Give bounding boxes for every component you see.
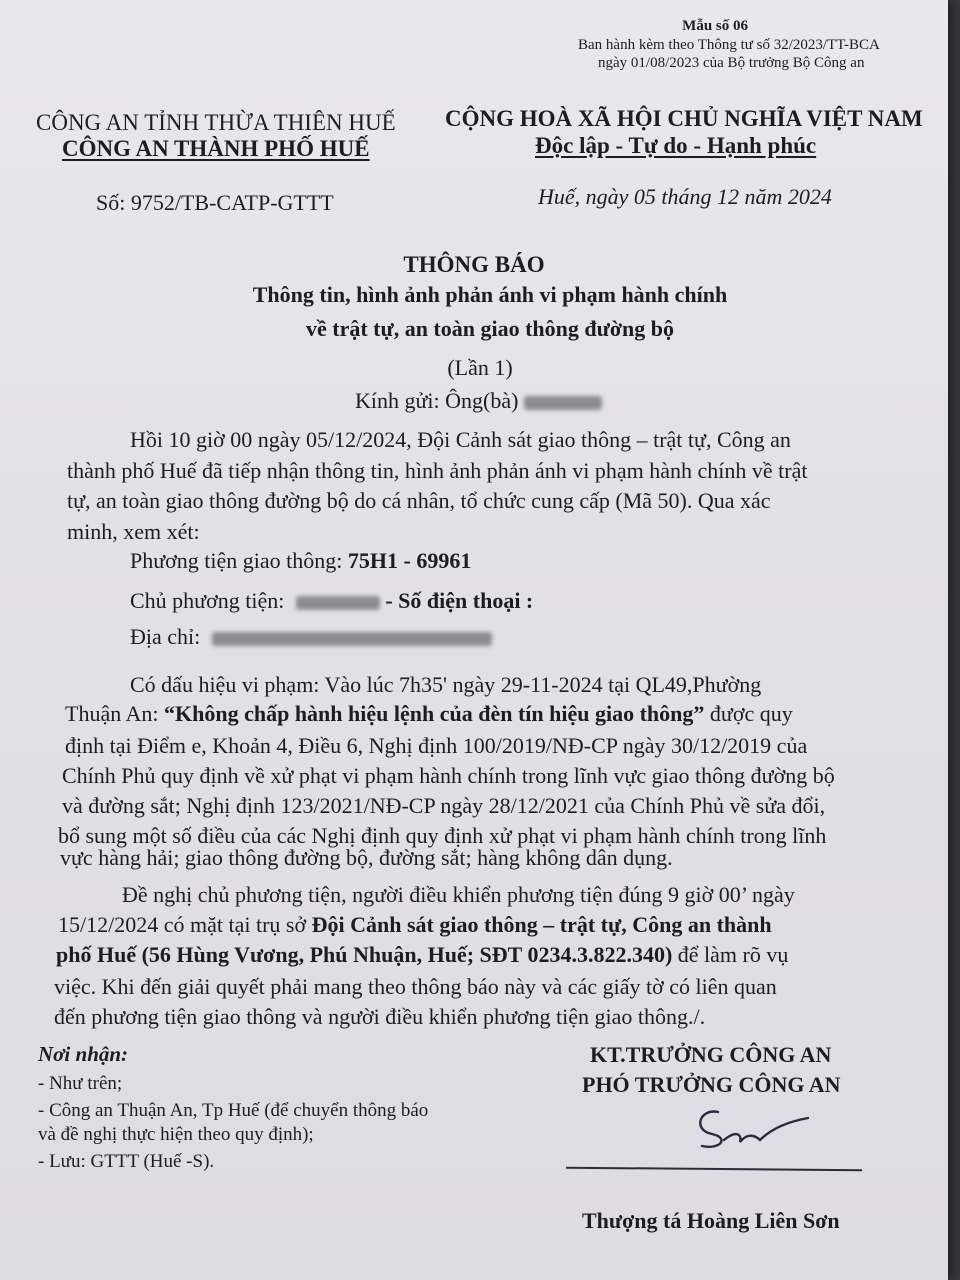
paragraph-3-line-5: đến phương tiện giao thông và người điều khiển phương tiện giao thông./. xyxy=(54,1004,706,1029)
form-number: Mẫu số 06 xyxy=(682,18,748,34)
violation-tail: được quy xyxy=(704,701,793,726)
document-number: Số: 9752/TB-CATP-GTTT xyxy=(96,190,334,215)
recipient-label: Kính gửi: Ông(bà) xyxy=(355,388,519,413)
paragraph-2-line-2 xyxy=(65,701,793,727)
address-line xyxy=(130,624,492,650)
redacted-address xyxy=(212,632,492,646)
redacted-owner xyxy=(296,596,380,610)
paragraph-2-line-5: và đường sắt; Nghị định 123/2021/NĐ-CP ngày 28/12/2021 của Chính Phủ về sửa đổi, xyxy=(62,793,826,818)
vehicle-label: Phương tiện giao thông: xyxy=(130,548,348,573)
redacted-recipient xyxy=(524,396,602,410)
paragraph-2-line-6: bổ sung một số điều của các Nghị định quy định xử phạt vi phạm hành chính trong lĩnh xyxy=(58,823,827,848)
signer-name: Thượng tá Hoàng Liên Sơn xyxy=(582,1208,840,1233)
office-name: Đội Cảnh sát giao thông – trật tự, Công an thành xyxy=(311,912,772,937)
paragraph-3-line-2 xyxy=(58,912,772,938)
issued-by-line2: ngày 01/08/2023 của Bộ trưởng Bộ Công an xyxy=(598,55,865,71)
recipient-item-1: - Như trên; xyxy=(38,1073,123,1094)
paragraph-1-line-4: minh, xem xét: xyxy=(67,519,200,544)
office-address: phố Huế (56 Hùng Vương, Phú Nhuận, Huế; SĐT 0234.3.822.340) xyxy=(56,942,673,967)
paragraph-2-line-1: Có dấu hiệu vi phạm: Vào lúc 7h35' ngày 29-11-2024 tại QL49,Phường xyxy=(130,672,762,697)
paragraph-2-line-3: định tại Điểm e, Khoản 4, Điều 6, Nghị định 100/2019/NĐ-CP ngày 30/12/2019 của xyxy=(65,733,808,758)
document-date: Huế, ngày 05 tháng 12 năm 2024 xyxy=(538,184,832,209)
recipients-label: Nơi nhận: xyxy=(38,1042,129,1066)
country-name: CỘNG HOÀ XÃ HỘI CHỦ NGHĨA VIỆT NAM xyxy=(445,106,923,131)
violation-location: Thuận An: xyxy=(65,701,164,726)
recipient-item-2: - Công an Thuận An, Tp Huế (để chuyển thông báo xyxy=(38,1100,429,1121)
paragraph-3-line-1: Đề nghị chủ phương tiện, người điều khiển phương tiện đúng 9 giờ 00’ ngày xyxy=(122,882,795,907)
appointment-date: 15/12/2024 có mặt tại trụ sở xyxy=(58,912,312,937)
phone-label: - Số điện thoại : xyxy=(379,588,534,613)
paragraph-3-line-4: việc. Khi đến giải quyết phải mang theo thông báo này và các giấy tờ có liên quan xyxy=(54,974,777,999)
document-subtitle-2: về trật tự, an toàn giao thông đường bộ xyxy=(305,316,674,341)
paragraph-2-line-7: vực hàng hải; giao thông đường bộ, đường sắt; hàng không dân dụng. xyxy=(60,845,673,870)
paragraph-1-line-1: Hồi 10 giờ 00 ngày 05/12/2024, Đội Cảnh sát giao thông – trật tự, Công an xyxy=(130,427,791,452)
signature-line xyxy=(566,1167,862,1172)
owner-line xyxy=(130,588,533,614)
purpose-text: để làm rõ vụ xyxy=(672,942,789,967)
handwritten-signature xyxy=(690,1100,820,1160)
signature-title-2: PHÓ TRƯỞNG CÔNG AN xyxy=(582,1072,841,1097)
vehicle-plate: 75H1 - 69961 xyxy=(347,548,472,573)
recipient-line xyxy=(355,388,602,414)
org-name: CÔNG AN THÀNH PHỐ HUẾ xyxy=(62,136,370,161)
signature-title-1: KT.TRƯỞNG CÔNG AN xyxy=(590,1042,832,1067)
recipient-item-3: - Lưu: GTTT (Huế -S). xyxy=(38,1151,215,1172)
violation-description: “Không chấp hành hiệu lệnh của đèn tín hiệu giao thông” xyxy=(164,701,705,726)
paragraph-2-line-4: Chính Phủ quy định về xử phạt vi phạm hành chính trong lĩnh vực giao thông đường bộ xyxy=(62,763,835,788)
recipient-item-2-cont: và đề nghị thực hiện theo quy định); xyxy=(38,1124,314,1145)
address-label: Địa chỉ: xyxy=(130,624,206,649)
paragraph-1-line-3: tự, an toàn giao thông đường bộ do cá nhân, tổ chức cung cấp (Mã 50). Qua xác xyxy=(67,488,771,513)
paragraph-1-line-2: thành phố Huế đã tiếp nhận thông tin, hình ảnh phản ánh vi phạm hành chính về trật xyxy=(67,458,808,483)
org-parent: CÔNG AN TỈNH THỪA THIÊN HUẾ xyxy=(36,110,396,135)
document-title: THÔNG BÁO xyxy=(403,252,545,277)
issued-by-line1: Ban hành kèm theo Thông tư số 32/2023/TT-BCA xyxy=(578,37,880,53)
national-motto: Độc lập - Tự do - Hạnh phúc xyxy=(535,133,817,158)
owner-label: Chủ phương tiện: xyxy=(130,588,290,613)
paragraph-3-line-3 xyxy=(56,942,788,968)
document-subtitle-1: Thông tin, hình ảnh phản ánh vi phạm hành chính xyxy=(252,282,728,307)
attempt-number: (Lần 1) xyxy=(447,355,513,380)
vehicle-line xyxy=(130,548,471,574)
